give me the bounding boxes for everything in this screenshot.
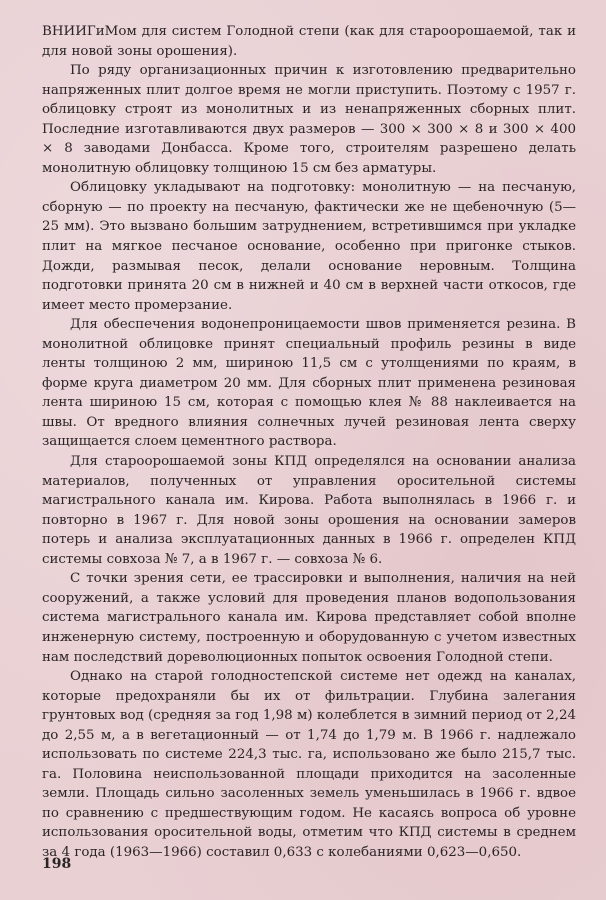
paragraph-6: С точки зрения сети, ее трассировки и выполнения, наличия на ней сооружений, а также условий для проведения планов водопользования система магистрального канала им. Кирова представляет собой вполне инженерную систему, построенную и оборудованную с учетом известных нам последствий дореволюционных попыток освоения Голодной степи. <box>42 571 576 665</box>
paragraph-2: По ряду организационных причин к изготовлению предварительно напряженных плит долгое время не могли приступить. Поэтому с 1957 г. облицовку строят из монолитных и из ненапряженных сборных плит. Последние изготавливаются двух размеров — 300 × 300 × 8 и 300 × 400 × 8 заводами Донбасса. Кроме того, строителям разрешено делать монолитную облицовку толщиною 15 см без арматуры. <box>42 63 576 176</box>
page-text <box>42 22 576 863</box>
page-number: 198 <box>42 856 72 872</box>
paragraph-1: ВНИИГиМом для систем Голодной степи (как для староорошаемой, так и для новой зоны орошения). <box>42 24 576 59</box>
paragraph-7: Однако на старой голодностепской системе нет одежд на каналах, которые предохраняли бы их от фильтрации. Глубина залегания грунтовых вод (средняя за год 1,98 м) колеблется в зимний период от 2,24 до 2,55 м, а в вегетационный — от 1,74 до 1,79 м. В 1966 г. надлежало использовать по системе 224,3 тыс. га, использовано же было 215,7 тыс. га. Половина неиспользованной площади приходится на засоленные земли. Площадь сильно засоленных земель уменьшилась в 1966 г. вдвое по сравнению с предшествующим годом. Не касаясь вопроса об уровне использования оросительной воды, отметим что КПД системы в среднем за 4 года (1963—1966) составил 0,633 с колебаниями 0,623—0,650. <box>42 669 576 860</box>
paragraph-3: Облицовку укладывают на подготовку: монолитную — на песчаную, сборную — по проекту на песчаную, фактически же не щебеночную (5—25 мм). Это вызвано большим затруднением, встретившимся при укладке плит на мягкое песчаное основание, особенно при пригонке стыков. Дожди, размывая песок, делали основание неровным. Толщина подготовки принята 20 см в нижней и 40 см в верхней части откосов, где имеет место промерзание. <box>42 180 576 313</box>
paragraph-5: Для староорошаемой зоны КПД определялся на основании анализа материалов, полученных от управления оросительной системы магистрального канала им. Кирова. Работа выполнялась в 1966 г. и повторно в 1967 г. Для новой зоны орошения на основании замеров потерь и анализа эксплуатационных данных в 1966 г. определен КПД системы совхоза № 7, а в 1967 г. — совхоза № 6. <box>42 454 576 567</box>
paragraph-4: Для обеспечения водонепроницаемости швов применяется резина. В монолитной облицовке принят специальный профиль резины в виде ленты толщиною 2 мм, шириною 11,5 см с утолщениями по краям, в форме круга диаметром 20 мм. Для сборных плит применена резиновая лента шириною 15 см, которая с помощью клея № 88 наклеивается на швы. От вредного влияния солнечных лучей резиновая лента сверху защищается слоем цементного раствора. <box>42 317 576 450</box>
